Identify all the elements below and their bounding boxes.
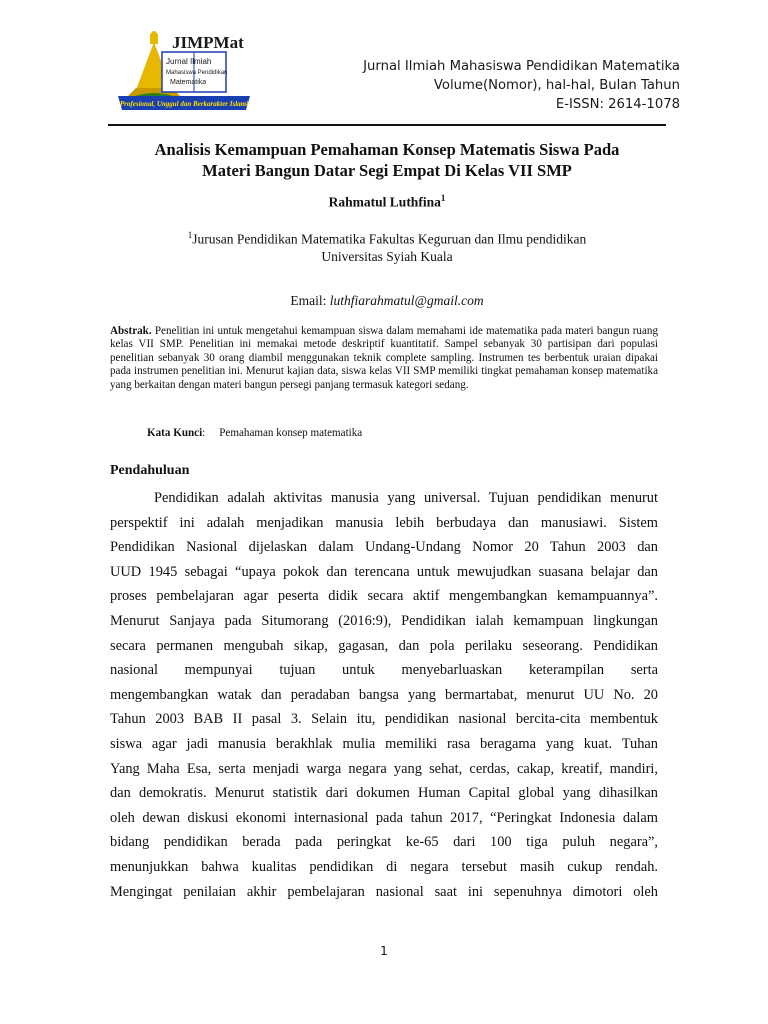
body-line: nasional mempunyai tujuan untuk menyebarluaskan keterampilan serta bbox=[110, 662, 658, 679]
author-sup: 1 bbox=[440, 193, 446, 203]
affil-line1: Jurusan Pendidikan Matematika Fakultas Keguruan dan Ilmu pendidikan bbox=[192, 231, 587, 247]
email-address[interactable]: luthfiarahmatul@gmail.com bbox=[329, 293, 484, 308]
body-line: siswa agar jadi manusia berakhlak mulia memiliki rasa beragama yang kuat. Tuhan bbox=[110, 735, 658, 752]
book-icon bbox=[162, 52, 227, 92]
abstract-label: Abstrak. bbox=[110, 325, 152, 337]
logo-book-line1: Jurnal Ilmiah bbox=[166, 57, 212, 66]
body-line: proses pembelajaran agar peserta didik secara aktif mengembangkan kemampuannya”. bbox=[110, 588, 658, 605]
journal-name: Jurnal Ilmiah Mahasiswa Pendidikan Matematika bbox=[363, 59, 680, 74]
author bbox=[108, 193, 666, 211]
affil-line2: Universitas Syiah Kuala bbox=[321, 248, 453, 264]
header-divider bbox=[108, 124, 666, 126]
keywords-sep: : bbox=[202, 427, 206, 439]
body-line: Pendidikan Nasional dijelaskan dalam Undang-Undang Nomor 20 Tahun 2003 dan bbox=[110, 539, 658, 556]
affil-sup: 1 bbox=[187, 230, 193, 240]
author-name: Rahmatul Luthfina bbox=[328, 194, 441, 210]
section-body bbox=[110, 486, 658, 904]
keywords-value: Pemahaman konsep matematika bbox=[219, 427, 363, 439]
body-line: dan demokratis. Menurut statistik dari dokumen Human Capital global yang dihasilkan bbox=[110, 785, 658, 802]
keywords-label: Kata Kunci bbox=[147, 427, 203, 439]
journal-logo bbox=[114, 30, 254, 118]
logo-banner-text: Profesional, Unggul dan Berkarakter Islami bbox=[119, 100, 249, 108]
body-line: menunjukkan bahwa kualitas pendidikan di negara tersebut masih cukup rendah. bbox=[110, 858, 658, 875]
journal-issn: E-ISSN: 2614-1078 bbox=[555, 97, 680, 112]
email bbox=[108, 293, 666, 309]
body-line: UUD 1945 sebagai “upaya pokok dan terencana untuk mewujudkan suasana belajar dan bbox=[110, 563, 658, 580]
paper-title bbox=[108, 139, 666, 181]
body-line: Yang Maha Esa, serta menjadi warga negara yang sehat, cerdas, cakap, kreatif, mandiri, bbox=[110, 760, 658, 777]
body-line: Mengingat penilaian akhir pembelajaran nasional saat ini sepenuhnya dimotori oleh bbox=[110, 883, 658, 900]
logo-book-line3: Matematika bbox=[170, 79, 207, 86]
logo-book-line2: Mahasiswa Pendidikan bbox=[166, 70, 228, 76]
email-label: Email: bbox=[290, 293, 327, 308]
page-number: 1 bbox=[380, 944, 388, 958]
body-line: mengembangkan watak dan peradaban bangsa yang bermartabat, menurut UU No. 20 bbox=[110, 686, 658, 703]
abstract-text: Penelitian ini untuk mengetahui kemampuan siswa dalam memahami ide matematika pada materi bangun ruang kelas VII SMP. Penelitian ini memakai metode deskriptif kuantitatif. Sampel sebanyak 30 partisipan dari populasi penelitian sebanyak 30 orang diambil menggunakan teknik complete sampling. Instrumen tes berbentuk uraian dipakai pada instrumen penelitian ini. Menurut kajian data, siswa kelas VII SMP memiliki tingkat pemahaman konsep matematika yang berkaitan dengan materi bangun persegi panjang termasuk kategori sedang. bbox=[110, 325, 658, 391]
journal-volume: Volume(Nomor), hal-hal, Bulan Tahun bbox=[433, 78, 680, 93]
abstract bbox=[110, 325, 658, 392]
body-line: Menurut Sanjaya pada Situmorang (2016:9), Pendidikan ialah kemampuan lingkungan bbox=[110, 612, 658, 629]
body-line: oleh dewan diskusi ekonomi internasional pada tahun 2017, “Peringkat Indonesia dalam bbox=[110, 809, 658, 826]
body-line: Tahun 2003 BAB II pasal 3. Selain itu, pendidikan nasional bercita-cita membentuk bbox=[110, 711, 658, 728]
section-heading: Pendahuluan bbox=[110, 463, 190, 478]
body-line: Pendidikan adalah aktivitas manusia yang universal. Tujuan pendidikan menurut bbox=[154, 490, 658, 506]
keywords bbox=[147, 427, 362, 439]
paper-title-line1: Analisis Kemampuan Pemahaman Konsep Matematis Siswa Pada bbox=[154, 140, 620, 159]
logo-brand: JIMPMat bbox=[172, 33, 244, 52]
affiliation bbox=[108, 227, 666, 265]
body-line: secara permanen mengubah sikap, gagasan, dan pola perilaku seseorang. Pendidikan bbox=[110, 637, 658, 654]
journal-meta bbox=[363, 57, 680, 114]
body-line: perspektif ini adalah menjadikan manusia lebih berbudaya dan manusiawi. Sistem bbox=[110, 514, 658, 531]
paper-title-line2: Materi Bangun Datar Segi Empat Di Kelas VII SMP bbox=[202, 161, 572, 180]
body-line: bidang pendidikan berada pada peringkat ke-65 dari 100 tiga puluh negara”, bbox=[110, 834, 658, 851]
